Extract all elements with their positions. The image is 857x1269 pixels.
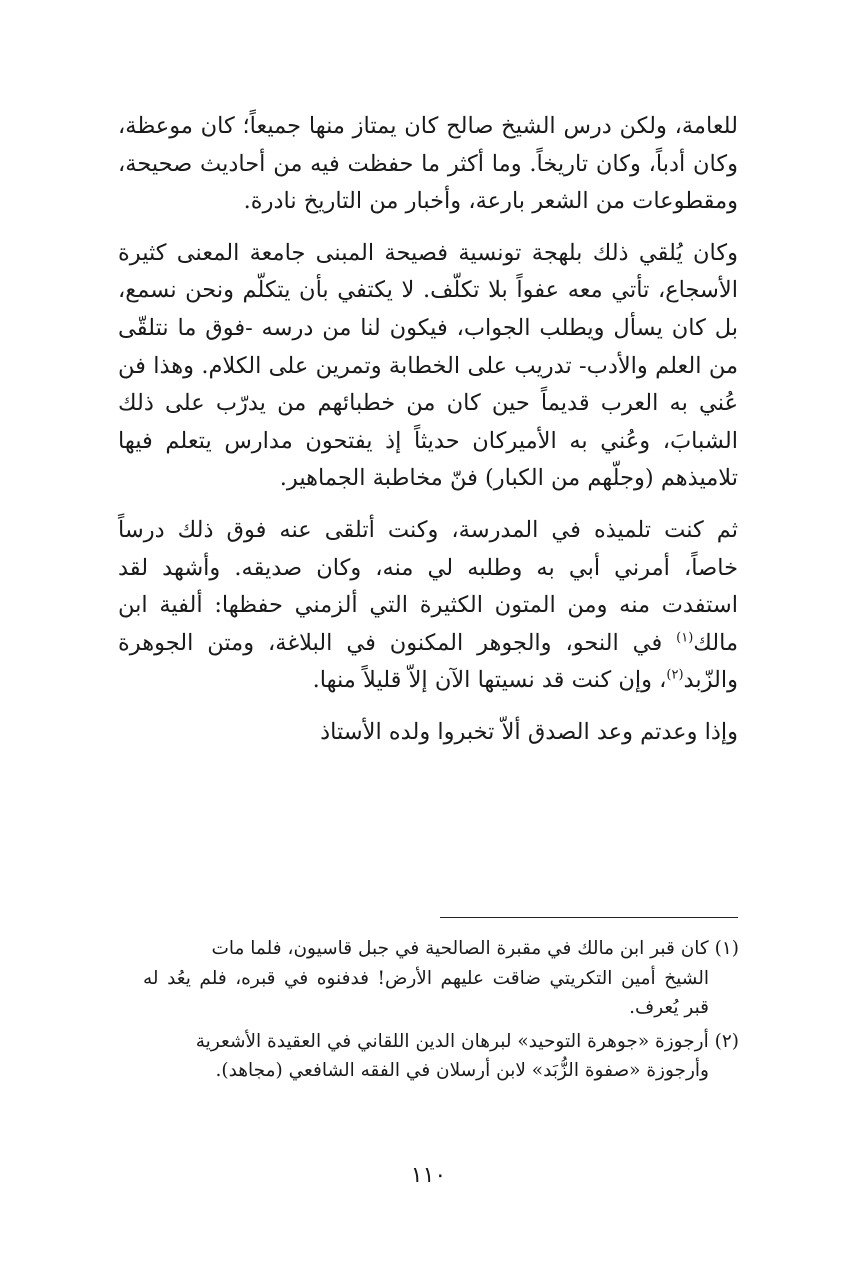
footnote-ref-1[interactable]: (١) — [676, 630, 694, 646]
footnote-1-marker: (١) — [714, 938, 739, 959]
paragraph-2: وكان يُلقي ذلك بلهجة تونسية فصيحة المبنى جامعة المعنى كثيرة الأسجاع، تأتي معه عفواً بلا تكلّف. لا يكتفي بأن يتكلّم ونحن نسمع، بل كان يسأل ويطلب الجواب، فيكون لنا من درسه -فوق ما نتلقّى من العلم والأدب- تدريب على الخطابة وتمرين على الكلام. وهذا فن عُني به العرب قديماً حين كان من خطبائهم من يدرّب على ذلك الشبابَ، وعُني به الأميركان حديثاً إذ يفتحون مدارس يتعلم فيها تلاميذهم (وجلّهم من الكبار) فنّ مخاطبة الجماهير. — [118, 239, 738, 492]
main-text — [118, 108, 738, 752]
paragraph-3-text-a: ثم كنت تلميذه في المدرسة، وكنت أتلقى عنه فوق ذلك درساً خاصاً، أمرني أبي به وطلبه لي منه، وكان صديقه. وأشهد لقد استفدت منه ومن المتون الكثيرة التي ألزمني حفظها: ألفية ابن مالك — [118, 516, 738, 656]
footnote-1-first-line: كان قبر ابن مالك في مقبرة الصالحية في جبل قاسيون، فلما مات — [211, 938, 709, 959]
footnote-1-continuation: الشيخ أمين التكريتي ضاقت عليهم الأرض! فدفنوه في قبره، فلم يعُد له قبر يُعرف. — [143, 967, 709, 1018]
paragraph-4: وإذا وعدتم وعد الصدق ألاّ تخبروا ولده الأستاذ — [320, 718, 738, 745]
footnote-2-marker: (٢) — [714, 1030, 739, 1052]
footnote-ref-2[interactable]: (٢) — [666, 667, 684, 683]
footnote-1 — [143, 934, 739, 1023]
paragraph-1: للعامة، ولكن درس الشيخ صالح كان يمتاز منها جميعاً؛ كان موعظة، وكان أدباً، وكان تاريخاً. وما أكثر ما حفظت فيه من أحاديث صحيحة، ومقطوعات من الشعر بارعة، وأخبار من التاريخ نادرة. — [118, 113, 738, 215]
page-number: ١١٠ — [410, 1163, 447, 1188]
footnotes — [143, 934, 739, 1090]
paragraph-3-text-c: ، وإن كنت قد نسيتها الآن إلاّ قليلاً منها. — [312, 667, 667, 694]
paragraph-3-text-b: في النحو، والجوهر المكنون في البلاغة، ومتن الجوهرة والزّبد — [118, 629, 738, 694]
paragraph-3 — [118, 512, 738, 700]
footnote-separator — [440, 917, 738, 918]
footnote-2 — [143, 1027, 739, 1086]
footnote-2-continuation: وأرجوزة «صفوة الزُّبَد» لابن أرسلان في الفقه الشافعي (مجاهد). — [215, 1060, 709, 1081]
footnote-2-first-line: أرجوزة «جوهرة التوحيد» لبرهان الدين اللقاني في العقيدة الأشعرية — [195, 1030, 709, 1052]
